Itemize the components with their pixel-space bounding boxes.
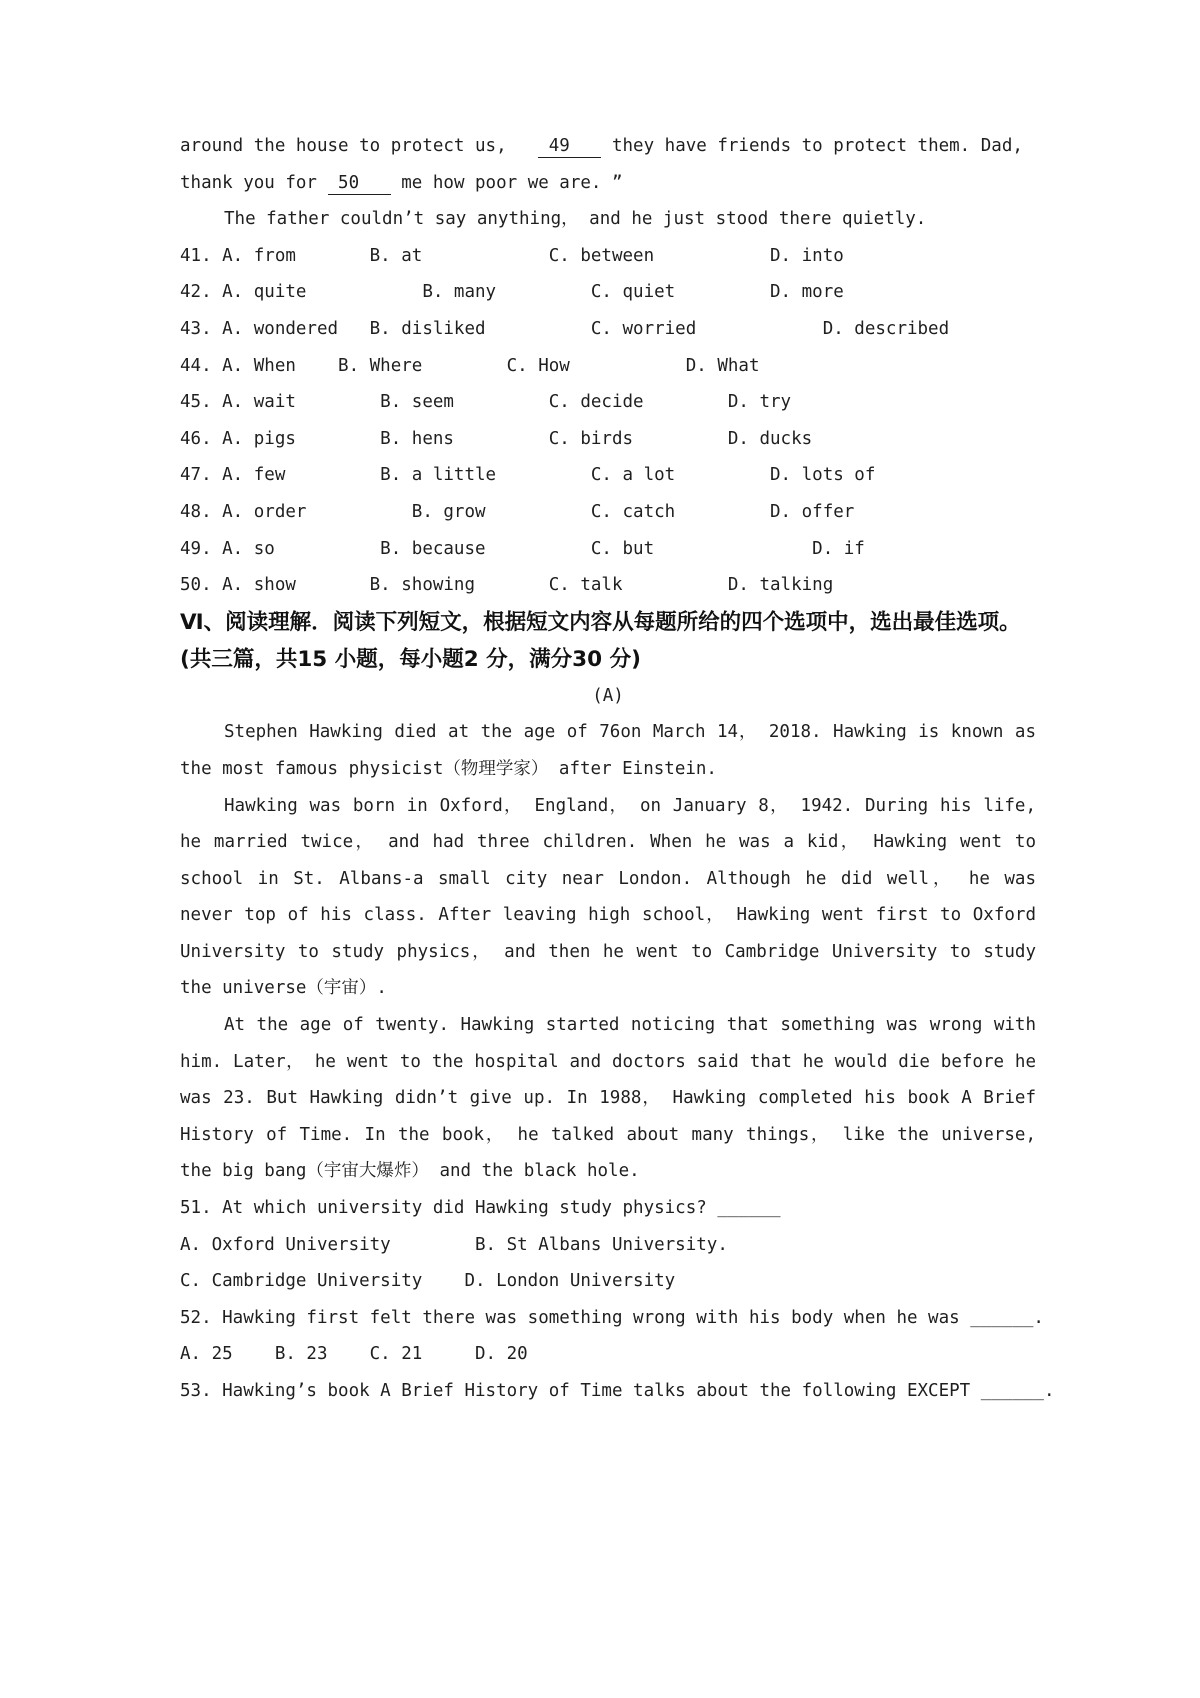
- cloze-option-row-47: 47. A. few B. a little C. a lot D. lots of: [180, 465, 876, 486]
- cloze-option-row-49: 49. A. so B. because C. but D. if: [180, 538, 865, 559]
- cloze-option-row-45: 45. A. wait B. seem C. decide D. try: [180, 392, 792, 413]
- section-heading-line2: (共三篇，共15 小题，每小题2 分，满分30 分): [180, 646, 641, 672]
- narration-line: The father couldn’t say anything， and he just stood there quietly.: [224, 209, 927, 230]
- question-51-options-cd: C. Cambridge University D. London University: [180, 1271, 676, 1292]
- passage-paragraph-1: Stephen Hawking died at the age of 76on March 14， 2018. Hawking is known as the most famous physicist（物理学家） after Einstein.: [180, 722, 1036, 779]
- cloze-text-segment: around the house to protect us,: [180, 136, 539, 156]
- cloze-option-row-46: 46. A. pigs B. hens C. birds D. ducks: [180, 428, 813, 449]
- cloze-option-row-42: 42. A. quite B. many C. quiet D. more: [180, 282, 844, 303]
- section-heading-line1: Ⅵ、阅读理解．阅读下列短文，根据短文内容从每题所给的四个选项中，选出最佳选项。: [180, 609, 1021, 635]
- cloze-option-row-48: 48. A. order B. grow C. catch D. offer: [180, 501, 855, 522]
- cloze-option-row-50: 50. A. show B. showing C. talk D. talking: [180, 575, 834, 596]
- passage-label-a: (A): [592, 685, 624, 706]
- question-52-options: A. 25 B. 23 C. 21 D. 20: [180, 1344, 528, 1365]
- cloze-option-row-43: 43. A. wondered B. disliked C. worried D. described: [180, 318, 950, 339]
- passage-paragraph-3: At the age of twenty. Hawking started noticing that something was wrong with him. Later， he went to the hospital and doctors said that he would die before he was 23. But Hawking didn’t give up. In 1988， Hawking completed his book A Brief History of Time. In the book， he talked about many things， like the universe, the big bang（宇宙大爆炸） and the black hole.: [180, 1015, 1036, 1182]
- question-52: 52. Hawking first felt there was something wrong with his body when he was ______.: [180, 1307, 1044, 1328]
- cloze-text-segment: they have friends to protect them. Dad, thank you for: [180, 136, 1034, 193]
- cloze-option-row-44: 44. A. When B. Where C. How D. What: [180, 355, 760, 376]
- question-51: 51. At which university did Hawking study physics? ______: [180, 1198, 781, 1219]
- cloze-text-segment: me how poor we are. ”: [390, 172, 623, 193]
- cloze-blank-49: 49: [538, 136, 602, 156]
- question-53: 53. Hawking’s book A Brief History of Time talks about the following EXCEPT ______.: [180, 1381, 1055, 1401]
- cloze-option-row-41: 41. A. from B. at C. between D. into: [180, 245, 844, 266]
- passage-paragraph-2: Hawking was born in Oxford， England， on January 8， 1942. During his life, he married twice， and had three children. When he was a kid， Hawking went to school in St. Albans-a small city near London. Although he did well， he was never top of his class. After leaving high school， Hawking went first to Oxford University to study physics， and then he went to Cambridge University to study the universe（宇宙）.: [180, 795, 1036, 999]
- cloze-blank-50: 50: [327, 172, 391, 193]
- cloze-paragraph-tail: [180, 128, 1056, 201]
- question-51-options-ab: A. Oxford University B. St Albans University.: [180, 1234, 728, 1255]
